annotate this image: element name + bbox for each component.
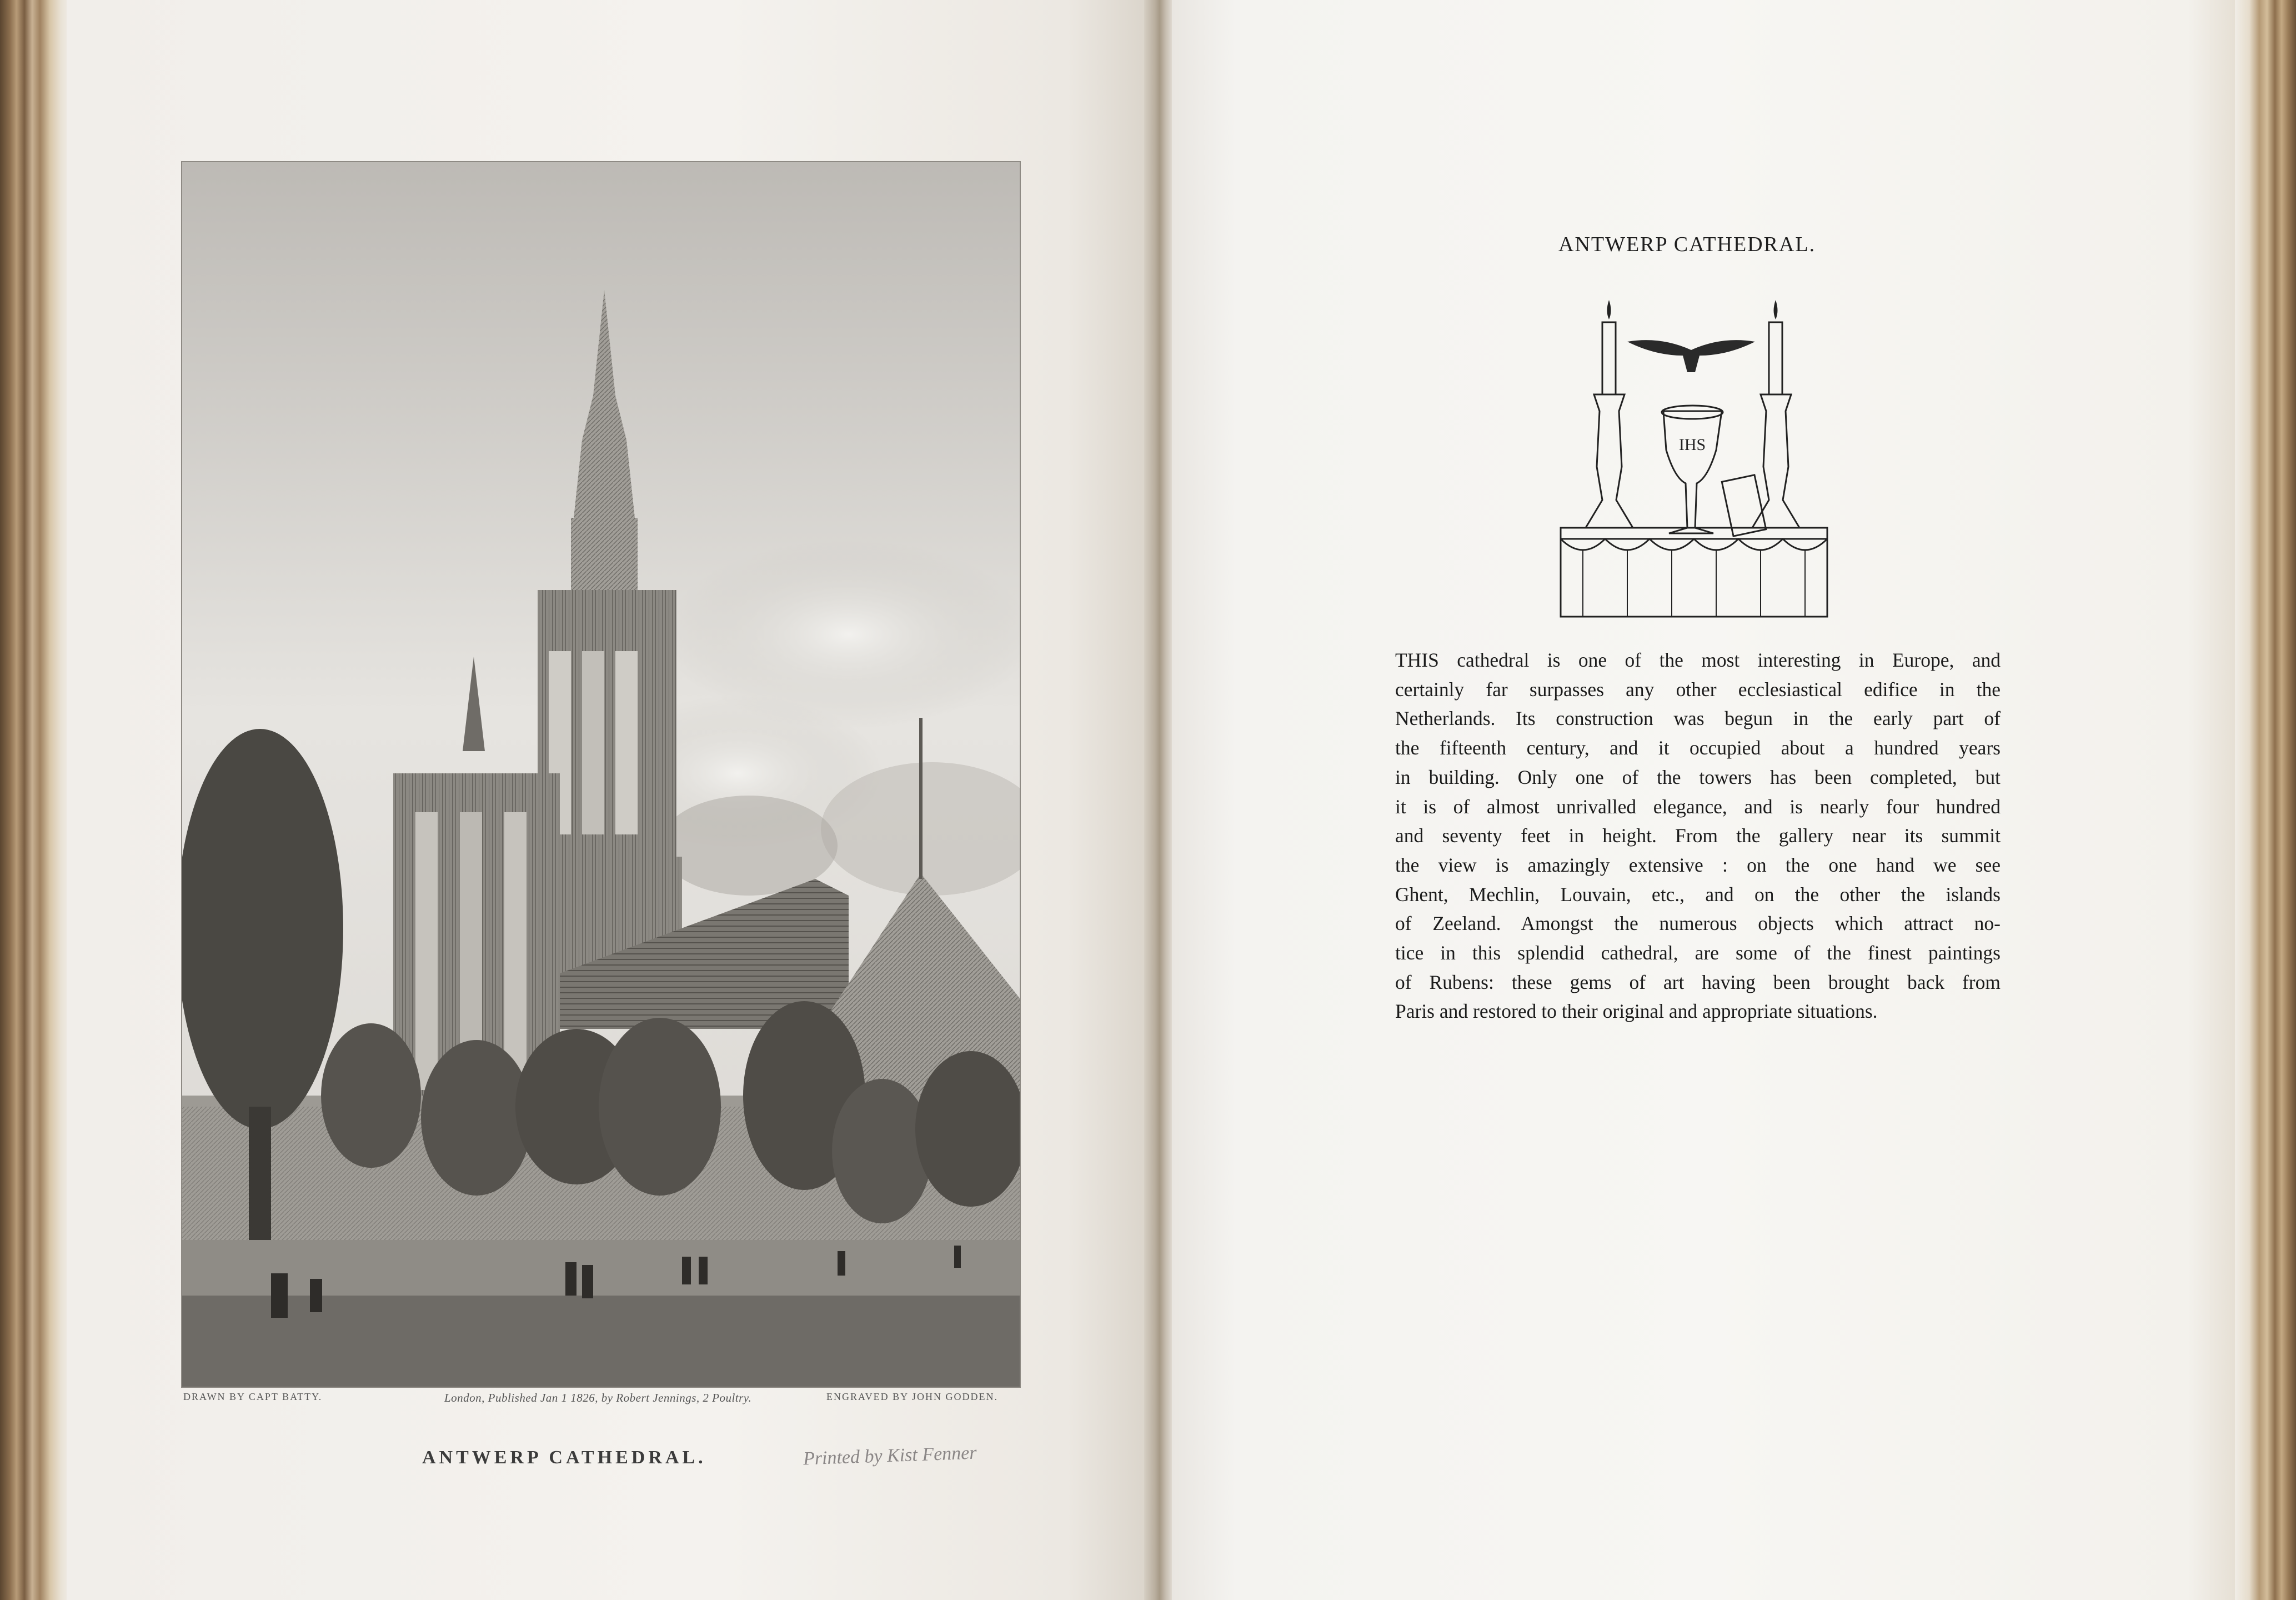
text-line: Paris and restored to their original and appropriate situations. [1395, 1000, 1878, 1023]
page-title: ANTWERP CATHEDRAL. [1558, 233, 1816, 256]
text-line: certainly far surpasses any other ecclesiastical edifice in the [1395, 678, 2001, 701]
engraving-illustration [182, 162, 1020, 1387]
chalice-inscription: IHS [1678, 436, 1706, 454]
text-line: the view is amazingly extensive : on the one hand we see [1395, 853, 2001, 876]
text-line: it is of almost unrivalled elegance, and is nearly four hundred [1395, 795, 2001, 818]
engraving-publisher-credit: London, Published Jan 1 1826, by Robert Jennings, 2 Poultry. [444, 1391, 752, 1404]
altar-vignette [1550, 283, 1833, 622]
handwritten-signature: Printed by Kist Fenner [803, 1442, 977, 1469]
engraving-engraver-credit: ENGRAVED BY JOHN GODDEN. [826, 1391, 998, 1402]
left-book-edge [0, 0, 72, 1600]
text-line: tice in this splendid cathedral, are some of the finest paintings [1395, 942, 2001, 964]
text-line: Ghent, Mechlin, Louvain, etc., and on the other the islands [1395, 883, 2001, 906]
text-line: the fifteenth century, and it occupied about a hundred years [1395, 737, 2001, 759]
cathedral-engraving [181, 161, 1021, 1388]
text-line: in building. Only one of the towers has been completed, but [1395, 766, 2001, 788]
right-book-edge [2235, 0, 2296, 1600]
text-line: and seventy feet in height. From the gallery near its summit [1395, 824, 2001, 847]
body-paragraph [1395, 646, 2001, 1026]
text-line: THIS cathedral is one of the most interesting in Europe, and [1395, 649, 2001, 671]
engraving-artist-credit: DRAWN BY CAPT BATTY. [183, 1391, 323, 1402]
text-line: Netherlands. Its construction was begun in the early part of [1395, 707, 2001, 730]
plate-title: ANTWERP CATHEDRAL. [422, 1447, 706, 1468]
text-line: of Zeeland. Amongst the numerous objects which attract no- [1395, 912, 2001, 935]
text-line: of Rubens: these gems of art having been brought back from [1395, 971, 2001, 993]
book-gutter [1144, 0, 1175, 1600]
